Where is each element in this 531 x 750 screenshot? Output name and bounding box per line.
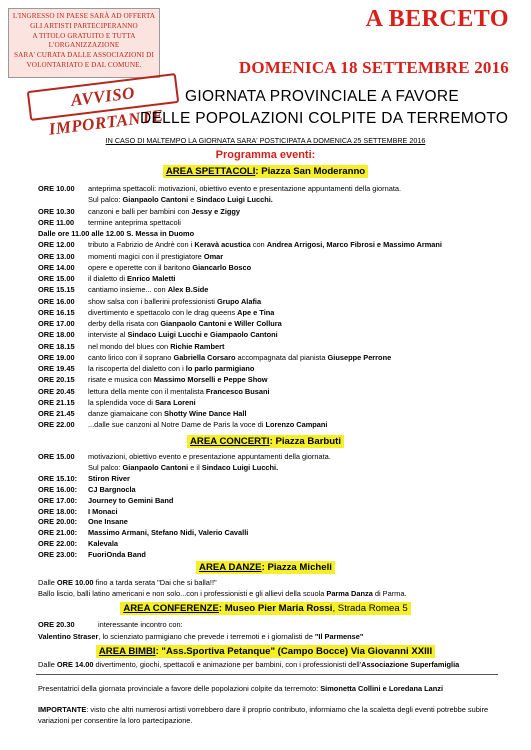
notice-line: SARA' CURATA DALLE ASSOCIAZIONI DI [14,51,154,60]
schedule-row [38,217,181,228]
schedule-time: ORE 10.30 [38,206,75,216]
schedule-performer: CJ Bargnocla [88,484,136,494]
schedule-text: risate e musica con [88,375,154,385]
schedule-performer: Giancarlo Bosco [192,262,252,272]
schedule-row [38,386,270,397]
schedule-performer: Stiron River [88,473,130,483]
area-bimbi-place: : "Ass.Sportiva Petanque" (Campo Bocce) Via Giovanni XXIII [155,646,433,657]
schedule-row [38,183,401,194]
schedule-row [38,495,173,506]
schedule-text: Sul palco: [88,195,123,205]
schedule-performer: Massimo Morselli e Peppe Show [153,375,268,385]
schedule-row [38,284,208,295]
schedule-performer: Sindaco Luigi Lucchi. [201,462,279,472]
schedule-time: ORE 11.00 [38,217,75,227]
schedule-row [38,206,240,217]
area-danze-place: : Piazza Micheli [261,562,332,573]
schedule-text: anteprima spettacoli: motivazioni, obiettivo evento e presentazione appuntamenti della giornata. [88,184,402,193]
area-danze-label: AREA DANZE [199,562,262,573]
danze-line2 [38,588,407,599]
schedule-performer: Francesco Busani [205,386,270,396]
schedule-time: ORE 18.15 [38,341,75,351]
schedule-text: ...dalle sue canzoni al Notre Dame de Paris la voce di [88,420,266,430]
main-title-line2: DELLE POPOLAZIONI COLPITE DA TERREMOTO [140,110,509,127]
schedule-performer: One Insane [88,517,128,527]
notice-line: GLI ARTISTI PARTECIPERANNO [30,21,138,30]
schedule-time: ORE 17.00: [38,495,78,505]
schedule-performer: Massimo Armani, Stefano Nidi, Valerio Cavalli [88,528,249,538]
schedule-row [38,451,331,462]
event-date: DOMENICA 18 SETTEMBRE 2016 [238,58,509,77]
schedule-row [38,329,278,340]
weather-note: IN CASO DI MALTEMPO LA GIORNATA SARA' POSTICIPATA A DOMENICA 25 SETTEMBRE 2016 [105,136,426,145]
important-note [38,704,508,726]
schedule-performer: lo parlo parmigiano [185,364,255,373]
schedule-performer: Gianpaolo Cantoni e Willer Collura [160,319,282,328]
schedule-time: ORE 21.15 [38,397,75,407]
schedule-row [38,462,278,473]
program-title: Programma eventi: [215,149,316,161]
schedule-performer: Gianpaolo Cantoni [122,195,189,205]
danze-time: ORE 10.00 [56,578,94,587]
schedule-text: danze giamaicane con [88,409,165,418]
schedule-performer: Sindaco Luigi Lucchi e Giampaolo Cantoni [127,330,278,340]
conferenze-journal: "Il Parmense" [314,632,364,641]
presenters-names: Simonetta Collini e Loredana Lanzi [320,684,444,693]
schedule-row [38,549,146,560]
presenters-text: Presentatrici della giornata provinciale a favore delle popolazioni colpite da terremoto: [38,684,321,693]
area-bimbi-title [0,646,531,657]
schedule-row [38,194,273,205]
schedule-row [38,307,274,318]
schedule-text: la splendida voce di [88,397,155,407]
schedule-text: momenti magici con il prestigiatore [88,251,204,261]
important-stamp: AVVISO IMPORTANTE [27,73,180,121]
danze-school: Parma Danza [326,589,373,598]
schedule-text: divertimento e spettacolo con le drag queens [88,307,238,317]
schedule-time: ORE 10.00 [38,184,75,193]
schedule-text: nel mondo del blues con [88,341,171,351]
schedule-time: Dalle ore 11.00 alle 12.00 S. Messa in Duomo [38,229,195,238]
schedule-performer: Journey to Gemini Band [88,495,174,505]
schedule-performer: Gabriella Corsaro [173,352,236,362]
notice-line: A TITOLO GRATUITO E TUTTA L'ORGANIZZAZIONE [32,31,136,50]
area-conferenze-title [0,603,531,614]
schedule-performer: Gianpaolo Cantoni [122,462,189,472]
schedule-row [38,341,224,352]
conferenze-line2 [38,631,363,642]
schedule-time: ORE 16.00: [38,484,78,494]
bimbi-association: Associazione Superfamiglia [361,660,460,669]
schedule-time: ORE 21.45 [38,409,75,418]
schedule-text: canzoni e balli per bambini con [88,206,192,216]
schedule-time: ORE 15.00 [38,274,75,283]
schedule-time: ORE 20.15 [38,375,75,385]
schedule-row [38,506,118,517]
danze-text: fino a tarda serata "Dai che si balla!!" [93,578,217,587]
schedule-text: derby della risata con [88,319,161,328]
schedule-time: ORE 16.00 [38,296,75,306]
schedule-row [38,397,196,408]
schedule-performer: Giuseppe Perrone [327,352,392,362]
main-title-line1: GIORNATA PROVINCIALE A FAVORE [185,88,459,105]
presenters-line [38,683,443,694]
schedule-text: e il [188,462,202,472]
schedule-time: ORE 14.00 [38,262,75,272]
schedule-time: ORE 15.00 [38,452,75,461]
divider [36,674,498,675]
area-conferenze-label: AREA CONFERENZE [123,603,219,614]
bimbi-line1 [38,659,459,670]
important-label: IMPORTANTE [38,705,87,714]
area-danze-title [0,562,531,573]
area-bimbi-label: AREA BIMBI [98,646,156,657]
schedule-row [38,473,130,484]
important-text: : visto che altri numerosi artisti vorrebbero dare il proprio contributo, informiamo che la scaletta degli eventi potrebbe subire variazioni per consentire la loro partecipazione. [38,705,489,726]
schedule-row [38,484,136,495]
schedule-row [38,419,327,430]
schedule-performer: Keravà acustica [194,240,251,250]
schedule-time: ORE 22.00 [38,420,75,430]
schedule-row [38,516,128,527]
bimbi-text: divertimento, giochi, spettacoli e animazione per bambini, con i professionisti dell' [93,660,362,669]
schedule-performer: Alex B.Side [167,285,209,295]
schedule-performer: I Monaci [88,506,118,516]
schedule-time: ORE 17.00 [38,319,75,328]
notice-box [8,8,160,78]
schedule-performer: Ape e Tina [237,307,275,317]
area-conferenze-place: : Museo Pier Maria Rossi [218,603,333,614]
conferenze-speaker: Valentino Straser [38,632,99,641]
area-conferenze-address: , Strada Romea 5 [332,603,408,614]
schedule-text: opere e operette con il baritono [88,262,193,272]
schedule-text: lettura della mente con il mentalista [88,386,206,396]
area-concerti-place: : Piazza Barbuti [269,436,342,447]
notice-line: L'INGRESSO IN PAESE SARÀ AD OFFERTA [12,12,156,20]
schedule-performer: Richie Rambert [170,341,225,351]
schedule-time: ORE 12.00 [38,240,75,250]
schedule-time: ORE 15.15 [38,285,75,295]
schedule-time: ORE 13.00 [38,251,75,261]
area-concerti-label: AREA CONCERTI [189,436,270,447]
schedule-row [38,228,194,239]
schedule-row [38,352,391,363]
schedule-text: motivazioni, obiettivo evento e presentazione appuntamenti della giornata. [88,452,331,461]
schedule-text: show salsa con i ballerini professionisti [88,296,217,306]
schedule-text: con [250,240,267,250]
conferenze-text: interessante incontro con: [98,620,183,629]
schedule-row [38,296,261,307]
schedule-row [38,318,282,329]
schedule-performer: Sara Loreni [154,397,196,407]
schedule-text: termine anteprima spettacoli [88,217,181,227]
area-spettacoli-place: : Piazza San Moderanno [255,166,366,177]
schedule-performer: Jessy e Ziggy [191,206,241,216]
conferenze-text: , lo scienziato parmigiano che prevede i terremoti e i giornalisti de [98,632,315,641]
schedule-time: ORE 18.00: [38,506,78,516]
bimbi-time: ORE 14.00 [56,660,94,669]
schedule-row [38,251,223,262]
area-spettacoli-label: AREA SPETTACOLI [165,166,256,177]
danze-line1 [38,577,217,588]
schedule-row [38,239,442,250]
schedule-row [38,262,251,273]
notice-line: VOLONTARIATO E DAL COMUNE. [26,60,142,69]
schedule-time: ORE 19.00 [38,352,75,362]
schedule-performer: Grupo Alafia [217,296,262,306]
schedule-text: canto lirico con il soprano [88,352,174,362]
schedule-text: la riscoperta del dialetto con i [88,364,186,373]
danze-text: di Parma. [372,589,407,598]
danze-text: Dalle [38,578,57,587]
schedule-text: accompagnata dal pianista [235,352,328,362]
schedule-row [38,273,176,284]
schedule-time: ORE 20.45 [38,386,75,396]
schedule-text: il dialetto di [88,274,128,283]
schedule-row [38,538,118,549]
area-concerti-title [0,436,531,447]
bimbi-text: Dalle [38,660,57,669]
schedule-time: ORE 22.00: [38,539,78,549]
schedule-text: e [188,195,197,205]
schedule-performer: Sindaco Luigi Lucchi. [196,195,273,205]
schedule-performer: Andrea Arrigosi, Marco Fibrosi e Massimo Armani [266,240,442,250]
schedule-performer: Lorenzo Campani [265,420,328,430]
schedule-performer: Enrico Maletti [127,274,176,283]
schedule-time: ORE 21.00: [38,528,78,538]
schedule-time: ORE 15.10: [38,473,78,483]
town-title: A BERCETO [365,6,509,32]
schedule-performer: Omar [203,251,224,261]
schedule-time: ORE 23.00: [38,550,78,560]
schedule-performer: FuoriOnda Band [88,550,146,560]
schedule-row [38,374,268,385]
schedule-row [38,363,254,374]
schedule-time: ORE 19.45 [38,364,75,373]
danze-text: Ballo liscio, balli latino americani e non solo...con i professionisti e gli allievi della scuola [38,589,327,598]
schedule-row [38,527,248,538]
schedule-text: Sul palco: [88,462,123,472]
schedule-time: ORE 18.00 [38,330,75,340]
schedule-time: ORE 16.15 [38,307,75,317]
schedule-performer: Shotty Wine Dance Hall [164,409,247,418]
schedule-text: cantiamo insieme... con [88,285,168,295]
schedule-performer: Kalevala [88,539,118,549]
schedule-text: tributo a Fabrizio de Andrè con i [88,240,195,250]
schedule-text: interviste al [88,330,128,340]
conferenze-line1 [38,619,183,630]
schedule-time: ORE 20.00: [38,517,78,527]
area-spettacoli-title [0,166,531,177]
schedule-row [38,408,247,419]
conferenze-time: ORE 20.30 [38,620,75,629]
